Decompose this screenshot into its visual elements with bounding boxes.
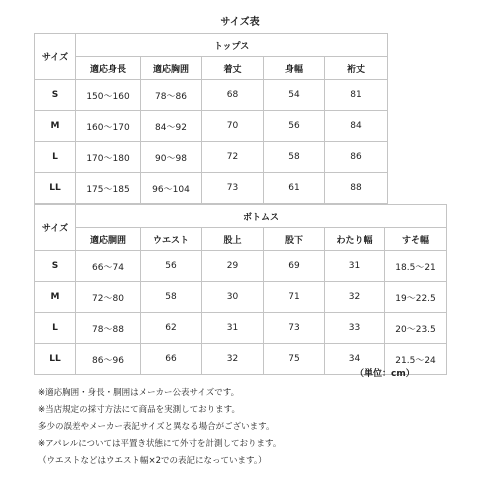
tops-group-header: トップス — [76, 34, 388, 57]
tops-column-header: 着丈 — [202, 57, 264, 80]
table-row — [35, 313, 447, 344]
bottoms-column-header: 適応胴囲 — [76, 228, 141, 251]
value-cell: 54 — [264, 80, 325, 111]
value-cell: 29 — [202, 251, 264, 282]
value-cell: 160〜170 — [76, 111, 141, 142]
page-title: サイズ表 — [220, 17, 260, 28]
value-cell: 56 — [141, 251, 202, 282]
value-cell: 70 — [202, 111, 264, 142]
value-cell: 175〜185 — [76, 173, 141, 204]
tops-column-header: 裄丈 — [325, 57, 388, 80]
value-cell: 68 — [202, 80, 264, 111]
value-cell: 58 — [141, 282, 202, 313]
size-cell: S — [35, 80, 76, 111]
note-line: ※当店規定の採寸方法にて商品を実測しております。 — [38, 405, 240, 415]
bottoms-column-header: すそ幅 — [385, 228, 447, 251]
value-cell: 32 — [325, 282, 385, 313]
value-cell: 69 — [264, 251, 325, 282]
size-cell: L — [35, 142, 76, 173]
value-cell: 73 — [202, 173, 264, 204]
value-cell: 78〜86 — [141, 80, 202, 111]
table-row — [35, 173, 388, 204]
value-cell: 84 — [325, 111, 388, 142]
bottoms-column-header: ウエスト — [141, 228, 202, 251]
bottoms-column-header: 股下 — [264, 228, 325, 251]
note-line: ※アパレルについては平置き状態にて外寸を計測しております。 — [38, 439, 282, 449]
size-cell: LL — [35, 344, 76, 375]
bottoms-column-header: 股上 — [202, 228, 264, 251]
value-cell: 170〜180 — [76, 142, 141, 173]
value-cell: 75 — [264, 344, 325, 375]
note-line: ※適応胸囲・身長・胴囲はメーカー公表サイズです。 — [38, 388, 240, 398]
unit-note: （単位：cm） — [355, 369, 415, 379]
size-cell: LL — [35, 173, 76, 204]
bottoms-size-header: サイズ — [35, 205, 76, 251]
value-cell: 84〜92 — [141, 111, 202, 142]
value-cell: 78〜88 — [76, 313, 141, 344]
table-row — [35, 111, 388, 142]
value-cell: 62 — [141, 313, 202, 344]
value-cell: 72 — [202, 142, 264, 173]
value-cell: 81 — [325, 80, 388, 111]
tops-column-header: 適応胸囲 — [141, 57, 202, 80]
table-row — [35, 142, 388, 173]
size-cell: S — [35, 251, 76, 282]
tops-column-header: 身幅 — [264, 57, 325, 80]
value-cell: 31 — [325, 251, 385, 282]
value-cell: 90〜98 — [141, 142, 202, 173]
value-cell: 34 — [325, 344, 385, 375]
value-cell: 73 — [264, 313, 325, 344]
value-cell: 31 — [202, 313, 264, 344]
value-cell: 19〜22.5 — [385, 282, 447, 313]
value-cell: 86〜96 — [76, 344, 141, 375]
bottoms-column-header: わたり幅 — [325, 228, 385, 251]
value-cell: 56 — [264, 111, 325, 142]
size-cell: M — [35, 111, 76, 142]
tops-size-header: サイズ — [35, 34, 76, 80]
value-cell: 21.5〜24 — [385, 344, 447, 375]
value-cell: 61 — [264, 173, 325, 204]
bottoms-group-header: ボトムス — [76, 205, 447, 228]
value-cell: 86 — [325, 142, 388, 173]
bottoms-size-table — [34, 204, 447, 375]
value-cell: 71 — [264, 282, 325, 313]
value-cell: 88 — [325, 173, 388, 204]
value-cell: 96〜104 — [141, 173, 202, 204]
notes-section — [38, 385, 281, 470]
value-cell: 20〜23.5 — [385, 313, 447, 344]
value-cell: 72〜80 — [76, 282, 141, 313]
value-cell: 66〜74 — [76, 251, 141, 282]
tops-size-table — [34, 33, 388, 204]
value-cell: 66 — [141, 344, 202, 375]
value-cell: 30 — [202, 282, 264, 313]
note-line: 多少の誤差やメーカー表記サイズと異なる場合がございます。 — [38, 422, 275, 432]
table-row — [35, 251, 447, 282]
value-cell: 18.5〜21 — [385, 251, 447, 282]
table-row — [35, 80, 388, 111]
size-cell: M — [35, 282, 76, 313]
value-cell: 58 — [264, 142, 325, 173]
value-cell: 150〜160 — [76, 80, 141, 111]
size-cell: L — [35, 313, 76, 344]
table-row — [35, 282, 447, 313]
tops-column-header: 適応身長 — [76, 57, 141, 80]
value-cell: 32 — [202, 344, 264, 375]
value-cell: 33 — [325, 313, 385, 344]
note-line: （ウエストなどはウエスト幅×2での表記になっています。） — [38, 456, 267, 466]
